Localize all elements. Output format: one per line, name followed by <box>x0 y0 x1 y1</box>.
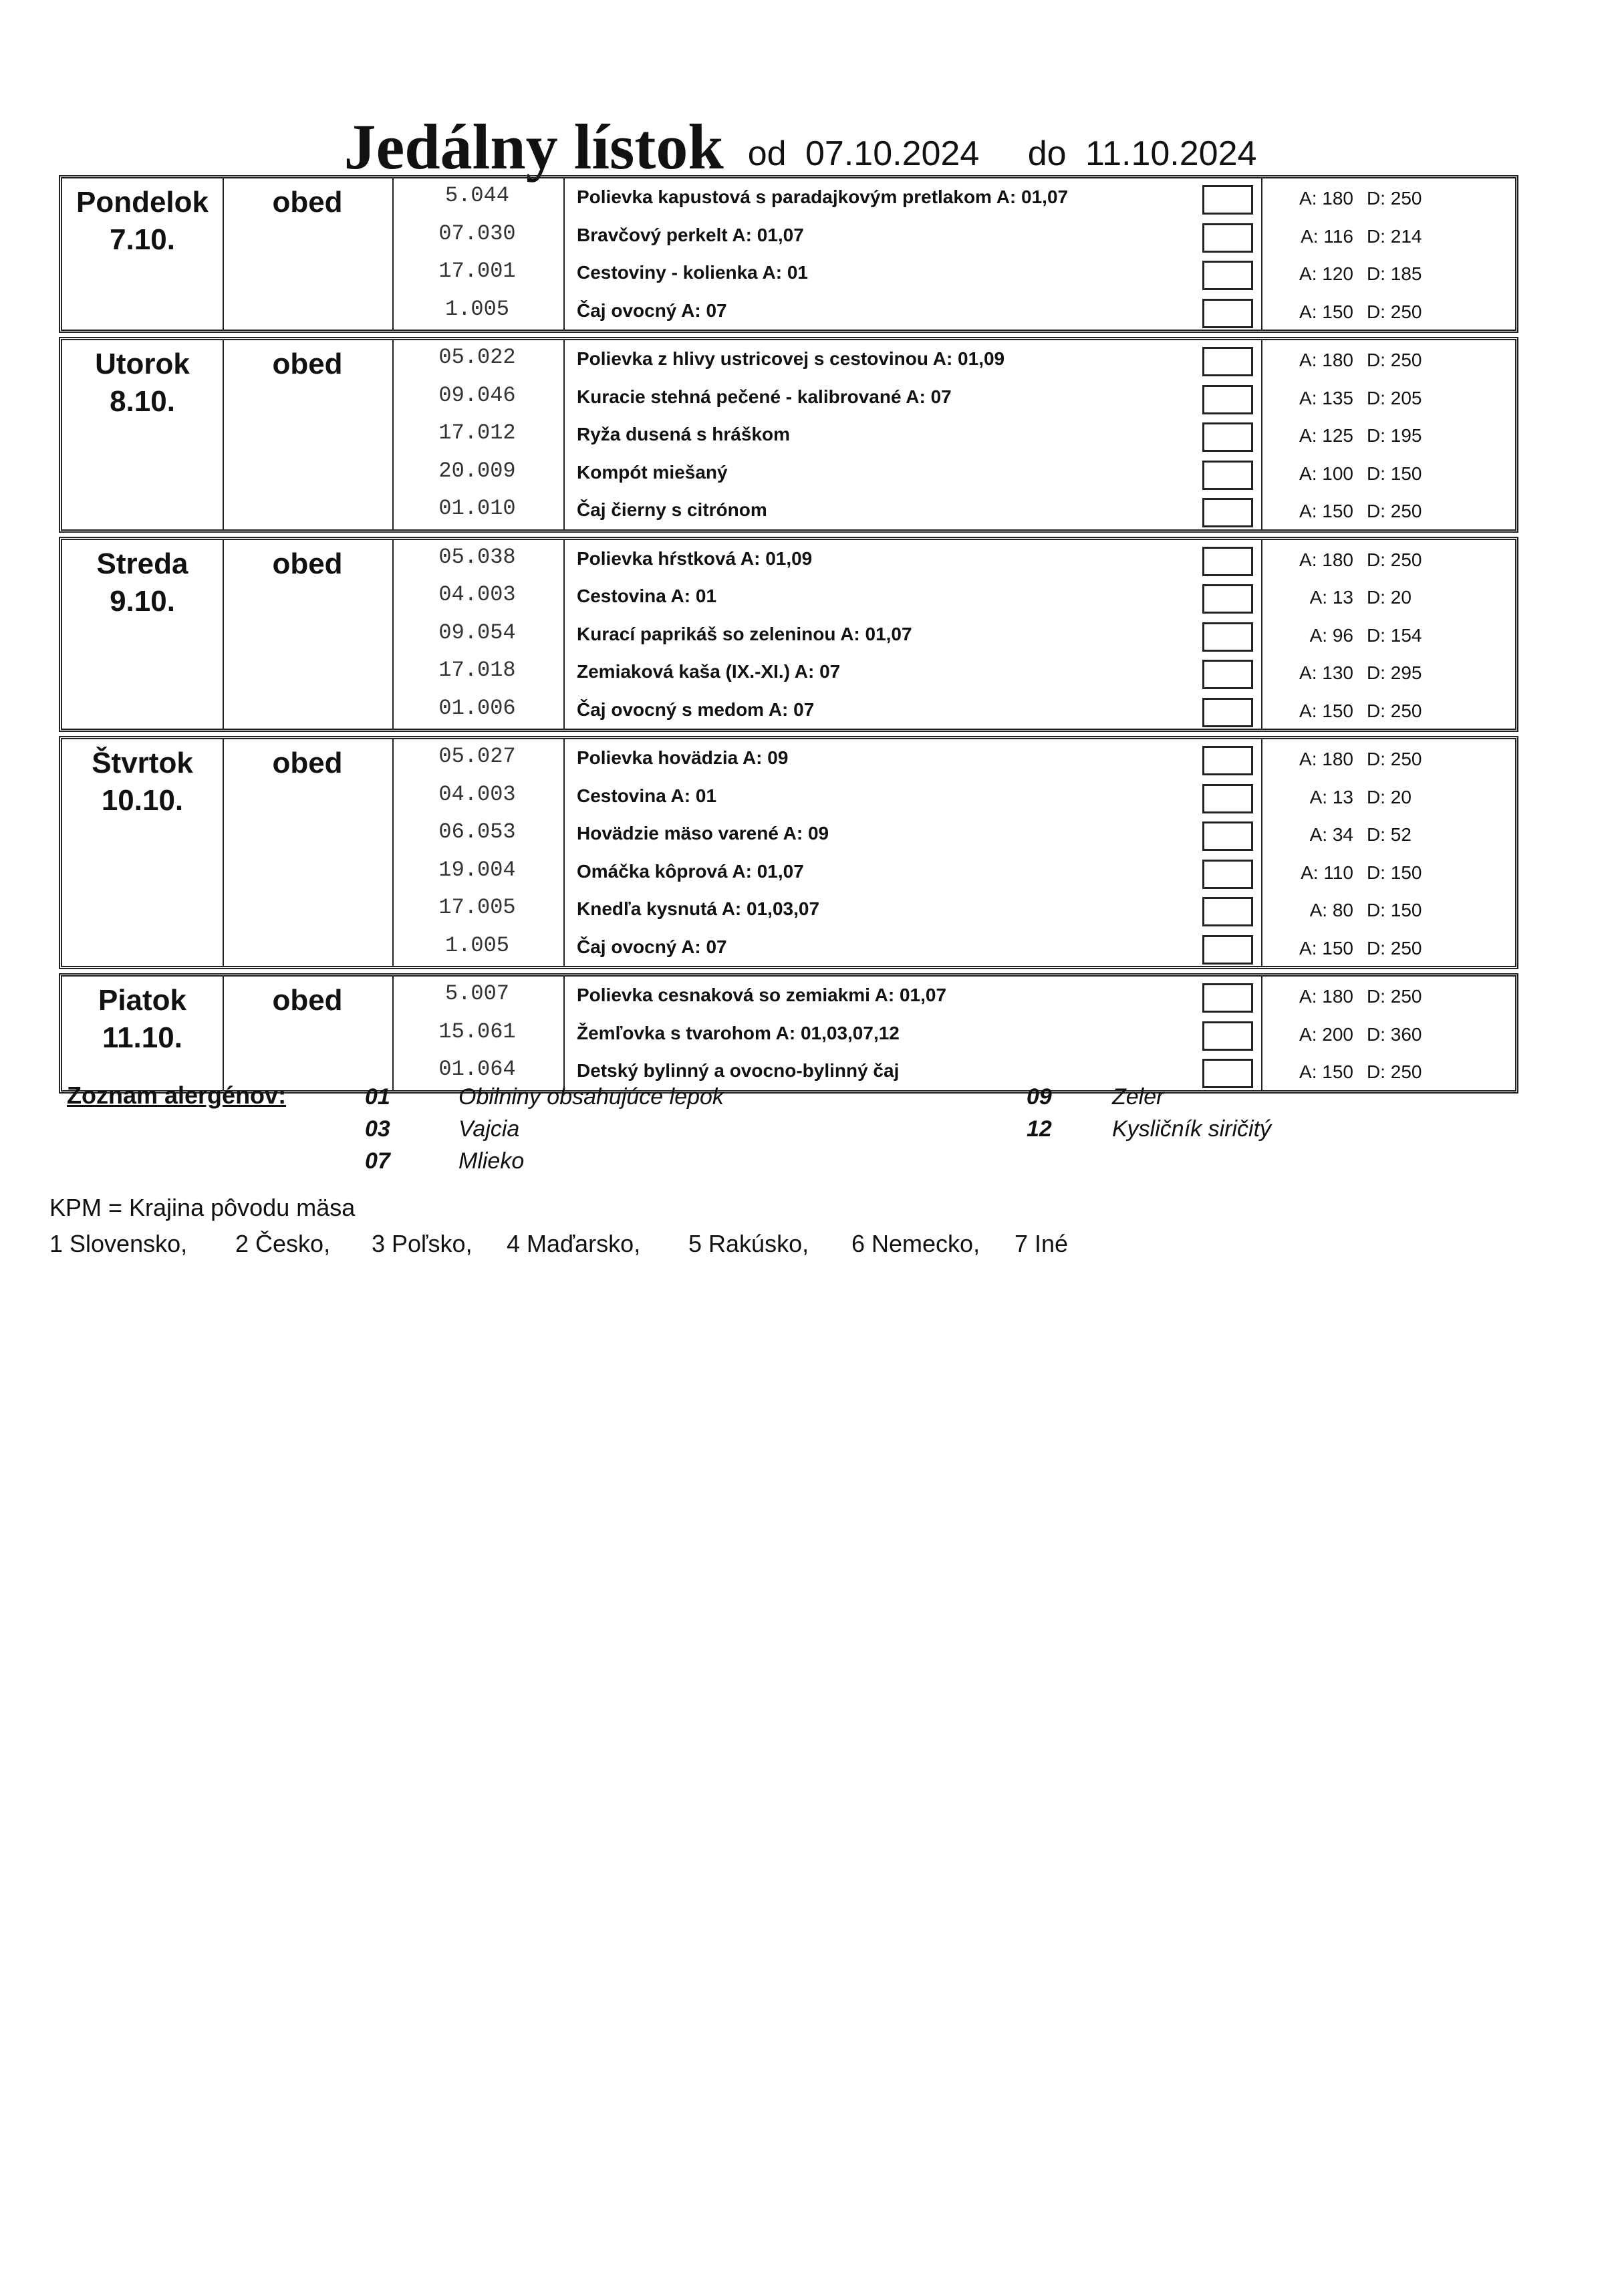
order-checkbox[interactable] <box>1202 422 1253 452</box>
menu-item-row <box>62 292 1515 330</box>
menu-item-row <box>62 491 1515 529</box>
child-portion: D: 20 <box>1367 587 1412 608</box>
day-date: 11.10. <box>102 1021 182 1054</box>
item-name: Polievka cesnaková so zemiakmi A: 01,07 <box>577 985 947 1005</box>
item-name: Čaj ovocný A: 07 <box>577 936 727 957</box>
day-date: 7.10. <box>110 223 175 256</box>
day-block <box>59 175 1518 333</box>
day-date: 10.10. <box>101 784 184 817</box>
portion-amounts <box>1279 739 1499 777</box>
day-date: 9.10. <box>110 584 175 618</box>
item-name: Ryža dusená s hráškom <box>577 424 791 444</box>
menu-table <box>59 175 1518 1098</box>
child-portion: D: 195 <box>1367 425 1422 446</box>
portion-amounts <box>1279 578 1499 615</box>
item-name: Kurací paprikáš so zeleninou A: 01,07 <box>577 623 912 644</box>
kpm-title: KPM = Krajina pôvodu mäsa <box>49 1194 356 1221</box>
menu-item-row <box>62 653 1515 691</box>
allergen-list <box>67 1080 1537 1187</box>
day-block <box>59 973 1518 1094</box>
child-portion: D: 250 <box>1367 700 1422 721</box>
adult-portion: A: 150 <box>1299 1061 1353 1082</box>
portion-amounts <box>1279 416 1499 453</box>
portion-amounts <box>1279 1015 1499 1052</box>
child-portion: D: 250 <box>1367 1061 1422 1082</box>
item-code: 05.027 <box>438 744 516 769</box>
country-item: 6 Nemecko, <box>851 1230 980 1257</box>
from-date: 07.10.2024 <box>805 134 980 173</box>
child-portion: D: 20 <box>1367 786 1412 807</box>
menu-item-row <box>62 578 1515 616</box>
day-block <box>59 337 1518 533</box>
item-code: 20.009 <box>438 458 516 483</box>
order-checkbox[interactable] <box>1202 897 1253 926</box>
adult-portion: A: 150 <box>1299 700 1353 721</box>
portion-amounts <box>1279 815 1499 852</box>
menu-item-row <box>62 254 1515 292</box>
child-portion: D: 52 <box>1367 824 1412 845</box>
item-code: 06.053 <box>438 819 516 844</box>
allergen-name: Mlieko <box>458 1148 525 1174</box>
item-name: Detský bylinný a ovocno-bylinný čaj <box>577 1060 900 1081</box>
portion-amounts <box>1279 378 1499 416</box>
meal-type: obed <box>272 348 343 380</box>
portion-amounts <box>1279 691 1499 729</box>
child-portion: D: 250 <box>1367 501 1422 521</box>
meal-type: obed <box>272 186 343 219</box>
allergen-code: 12 <box>1027 1116 1052 1142</box>
portion-amounts <box>1279 491 1499 529</box>
portion-amounts <box>1279 890 1499 928</box>
order-checkbox[interactable] <box>1202 698 1253 727</box>
allergen-code: 01 <box>365 1084 390 1110</box>
child-portion: D: 150 <box>1367 463 1422 484</box>
menu-item-row <box>62 416 1515 454</box>
allergen-name: Zeler <box>1112 1084 1164 1110</box>
child-portion: D: 250 <box>1367 749 1422 769</box>
adult-portion: A: 180 <box>1299 549 1353 570</box>
menu-item-row <box>62 691 1515 729</box>
menu-item-row <box>62 340 1515 378</box>
item-name: Cestoviny - kolienka A: 01 <box>577 262 808 283</box>
day-block <box>59 537 1518 733</box>
adult-portion: A: 180 <box>1299 188 1353 209</box>
portion-amounts <box>1279 540 1499 578</box>
item-code: 17.001 <box>438 259 516 283</box>
item-name: Omáčka kôprová A: 01,07 <box>577 860 804 882</box>
allergen-name: Vajcia <box>458 1116 520 1142</box>
order-checkbox[interactable] <box>1202 1021 1253 1051</box>
from-label: od <box>747 134 787 173</box>
adult-portion: A: 110 <box>1301 862 1353 883</box>
child-portion: D: 250 <box>1367 937 1422 959</box>
child-portion: D: 150 <box>1367 862 1422 883</box>
meal-type: obed <box>272 984 343 1017</box>
to-label: do <box>1027 134 1067 173</box>
portion-amounts <box>1279 340 1499 378</box>
portion-amounts <box>1279 292 1499 330</box>
country-item: 5 Rakúsko, <box>688 1230 809 1257</box>
item-code: 05.038 <box>438 544 516 569</box>
country-item: 7 Iné <box>1015 1230 1069 1257</box>
menu-item-row <box>62 815 1515 853</box>
adult-portion: A: 150 <box>1299 501 1353 521</box>
item-code: 01.064 <box>438 1057 516 1081</box>
item-name: Polievka hovädzia A: 09 <box>577 747 789 768</box>
menu-item-row <box>62 777 1515 815</box>
item-code: 01.010 <box>438 496 516 521</box>
adult-portion: A: 125 <box>1299 425 1353 446</box>
menu-item-row <box>62 540 1515 578</box>
menu-item-row <box>62 853 1515 891</box>
child-portion: D: 250 <box>1367 188 1422 209</box>
order-checkbox[interactable] <box>1202 223 1253 253</box>
child-portion: D: 295 <box>1367 662 1422 683</box>
adult-portion: A: 180 <box>1299 350 1353 370</box>
allergen-name: Obilniny obsahujúce lepok <box>458 1084 724 1110</box>
item-name: Kompót miešaný <box>577 461 728 483</box>
order-checkbox[interactable] <box>1202 347 1253 376</box>
order-checkbox[interactable] <box>1202 746 1253 775</box>
order-checkbox[interactable] <box>1202 299 1253 328</box>
adult-portion: A: 180 <box>1299 749 1353 769</box>
menu-item-row <box>62 178 1515 217</box>
menu-item-row <box>62 890 1515 928</box>
order-checkbox[interactable] <box>1202 261 1253 290</box>
item-name: Polievka hŕstková A: 01,09 <box>577 547 813 569</box>
menu-item-row <box>62 378 1515 416</box>
menu-item-row <box>62 616 1515 654</box>
portion-amounts <box>1279 928 1499 966</box>
day-name: Piatok <box>98 984 187 1017</box>
child-portion: D: 205 <box>1367 387 1422 408</box>
to-date: 11.10.2024 <box>1085 134 1257 173</box>
day-date: 8.10. <box>110 385 175 418</box>
menu-item-row <box>62 217 1515 255</box>
adult-portion: A: 180 <box>1299 986 1353 1007</box>
day-name: Štvrtok <box>92 747 193 779</box>
item-name: Hovädzie mäso varené A: 09 <box>577 823 829 844</box>
adult-portion: A: 150 <box>1299 937 1353 959</box>
day-block <box>59 736 1518 969</box>
item-code: 17.005 <box>438 895 516 920</box>
day-name: Utorok <box>95 348 190 380</box>
item-code: 19.004 <box>438 857 516 882</box>
item-code: 5.007 <box>444 981 509 1006</box>
menu-item-row <box>62 739 1515 777</box>
adult-portion: A: 13 <box>1309 786 1353 807</box>
item-name: Čaj ovocný s medom A: 07 <box>577 698 815 720</box>
date-range <box>748 134 1266 180</box>
order-checkbox[interactable] <box>1202 385 1253 414</box>
country-item: 1 Slovensko, <box>49 1230 188 1257</box>
adult-portion: A: 96 <box>1309 624 1353 646</box>
order-checkbox[interactable] <box>1202 660 1253 689</box>
item-name: Čaj ovocný A: 07 <box>577 299 727 321</box>
menu-item-row <box>62 977 1515 1015</box>
portion-amounts <box>1279 653 1499 690</box>
allergen-name: Kysličník siričitý <box>1112 1116 1272 1142</box>
adult-portion: A: 200 <box>1299 1023 1353 1045</box>
menu-item-row <box>62 928 1515 967</box>
item-code: 05.022 <box>438 345 516 370</box>
menu-item-row <box>62 454 1515 492</box>
child-portion: D: 250 <box>1367 350 1422 370</box>
portion-amounts <box>1279 178 1499 216</box>
item-code: 5.044 <box>444 183 509 208</box>
adult-portion: A: 135 <box>1299 387 1353 408</box>
item-name: Cestovina A: 01 <box>577 785 717 806</box>
order-checkbox[interactable] <box>1202 185 1253 215</box>
adult-portion: A: 34 <box>1309 824 1353 845</box>
order-checkbox[interactable] <box>1202 498 1253 527</box>
adult-portion: A: 100 <box>1299 463 1353 484</box>
order-checkbox[interactable] <box>1202 622 1253 652</box>
child-portion: D: 250 <box>1367 986 1422 1007</box>
child-portion: D: 154 <box>1367 624 1422 646</box>
portion-amounts <box>1279 254 1499 291</box>
adult-portion: A: 150 <box>1299 301 1353 322</box>
meal-type: obed <box>272 547 343 580</box>
item-name: Polievka z hlivy ustricovej s cestovinou A: 01,09 <box>577 348 1005 369</box>
item-name: Čaj čierny s citrónom <box>577 499 767 520</box>
item-name: Zemiaková kaša (IX.-XI.) A: 07 <box>577 661 841 682</box>
item-code: 09.054 <box>438 620 516 645</box>
portion-amounts <box>1279 217 1499 254</box>
child-portion: D: 185 <box>1367 263 1422 284</box>
child-portion: D: 250 <box>1367 549 1422 570</box>
day-name: Streda <box>96 547 188 580</box>
country-list <box>49 1227 1386 1261</box>
country-item: 3 Poľsko, <box>372 1230 473 1257</box>
order-checkbox[interactable] <box>1202 821 1253 851</box>
allergen-code: 03 <box>365 1116 390 1142</box>
adult-portion: A: 120 <box>1299 263 1353 284</box>
meal-type: obed <box>272 747 343 779</box>
order-checkbox[interactable] <box>1202 983 1253 1013</box>
item-code: 17.018 <box>438 658 516 682</box>
item-code: 07.030 <box>438 221 516 246</box>
item-name: Žemľovka s tvarohom A: 01,03,07,12 <box>577 1022 900 1043</box>
portion-amounts <box>1279 454 1499 491</box>
adult-portion: A: 80 <box>1309 900 1353 920</box>
item-code: 04.003 <box>438 582 516 607</box>
item-code: 04.003 <box>438 781 516 807</box>
portion-amounts <box>1279 777 1499 815</box>
order-checkbox[interactable] <box>1202 935 1253 965</box>
adult-portion: A: 116 <box>1301 225 1353 247</box>
item-name: Knedľa kysnutá A: 01,03,07 <box>577 898 820 919</box>
item-name: Cestovina A: 01 <box>577 586 717 606</box>
item-name: Polievka kapustová s paradajkovým pretlakom A: 01,07 <box>577 186 1069 207</box>
child-portion: D: 250 <box>1367 301 1422 322</box>
allergen-code: 07 <box>365 1148 390 1174</box>
order-checkbox[interactable] <box>1202 784 1253 813</box>
adult-portion: A: 130 <box>1299 662 1353 683</box>
day-name: Pondelok <box>76 186 209 219</box>
item-name: Kuracie stehná pečené - kalibrované A: 07 <box>577 386 952 407</box>
order-checkbox[interactable] <box>1202 461 1253 490</box>
child-portion: D: 150 <box>1367 900 1422 920</box>
order-checkbox[interactable] <box>1202 584 1253 614</box>
order-checkbox[interactable] <box>1202 860 1253 889</box>
country-item: 2 Česko, <box>235 1230 331 1257</box>
menu-item-row <box>62 1015 1515 1053</box>
adult-portion: A: 13 <box>1309 587 1353 608</box>
item-code: 1.005 <box>444 932 509 958</box>
item-code: 15.061 <box>438 1019 516 1044</box>
allergen-code: 09 <box>1027 1084 1052 1110</box>
child-portion: D: 214 <box>1367 225 1422 247</box>
portion-amounts <box>1279 853 1499 890</box>
item-code: 09.046 <box>438 382 516 408</box>
portion-amounts <box>1279 616 1499 653</box>
allergen-list-title: Zoznam alergénov: <box>67 1081 287 1109</box>
header <box>0 94 1610 180</box>
item-name: Bravčový perkelt A: 01,07 <box>577 224 804 245</box>
child-portion: D: 360 <box>1367 1023 1422 1045</box>
item-code: 1.005 <box>444 296 509 322</box>
item-code: 01.006 <box>438 695 516 721</box>
portion-amounts <box>1279 977 1499 1014</box>
order-checkbox[interactable] <box>1202 547 1253 576</box>
country-item: 4 Maďarsko, <box>507 1230 641 1257</box>
item-code: 17.012 <box>438 420 516 445</box>
page-title: Jedálny lístok <box>344 111 724 182</box>
